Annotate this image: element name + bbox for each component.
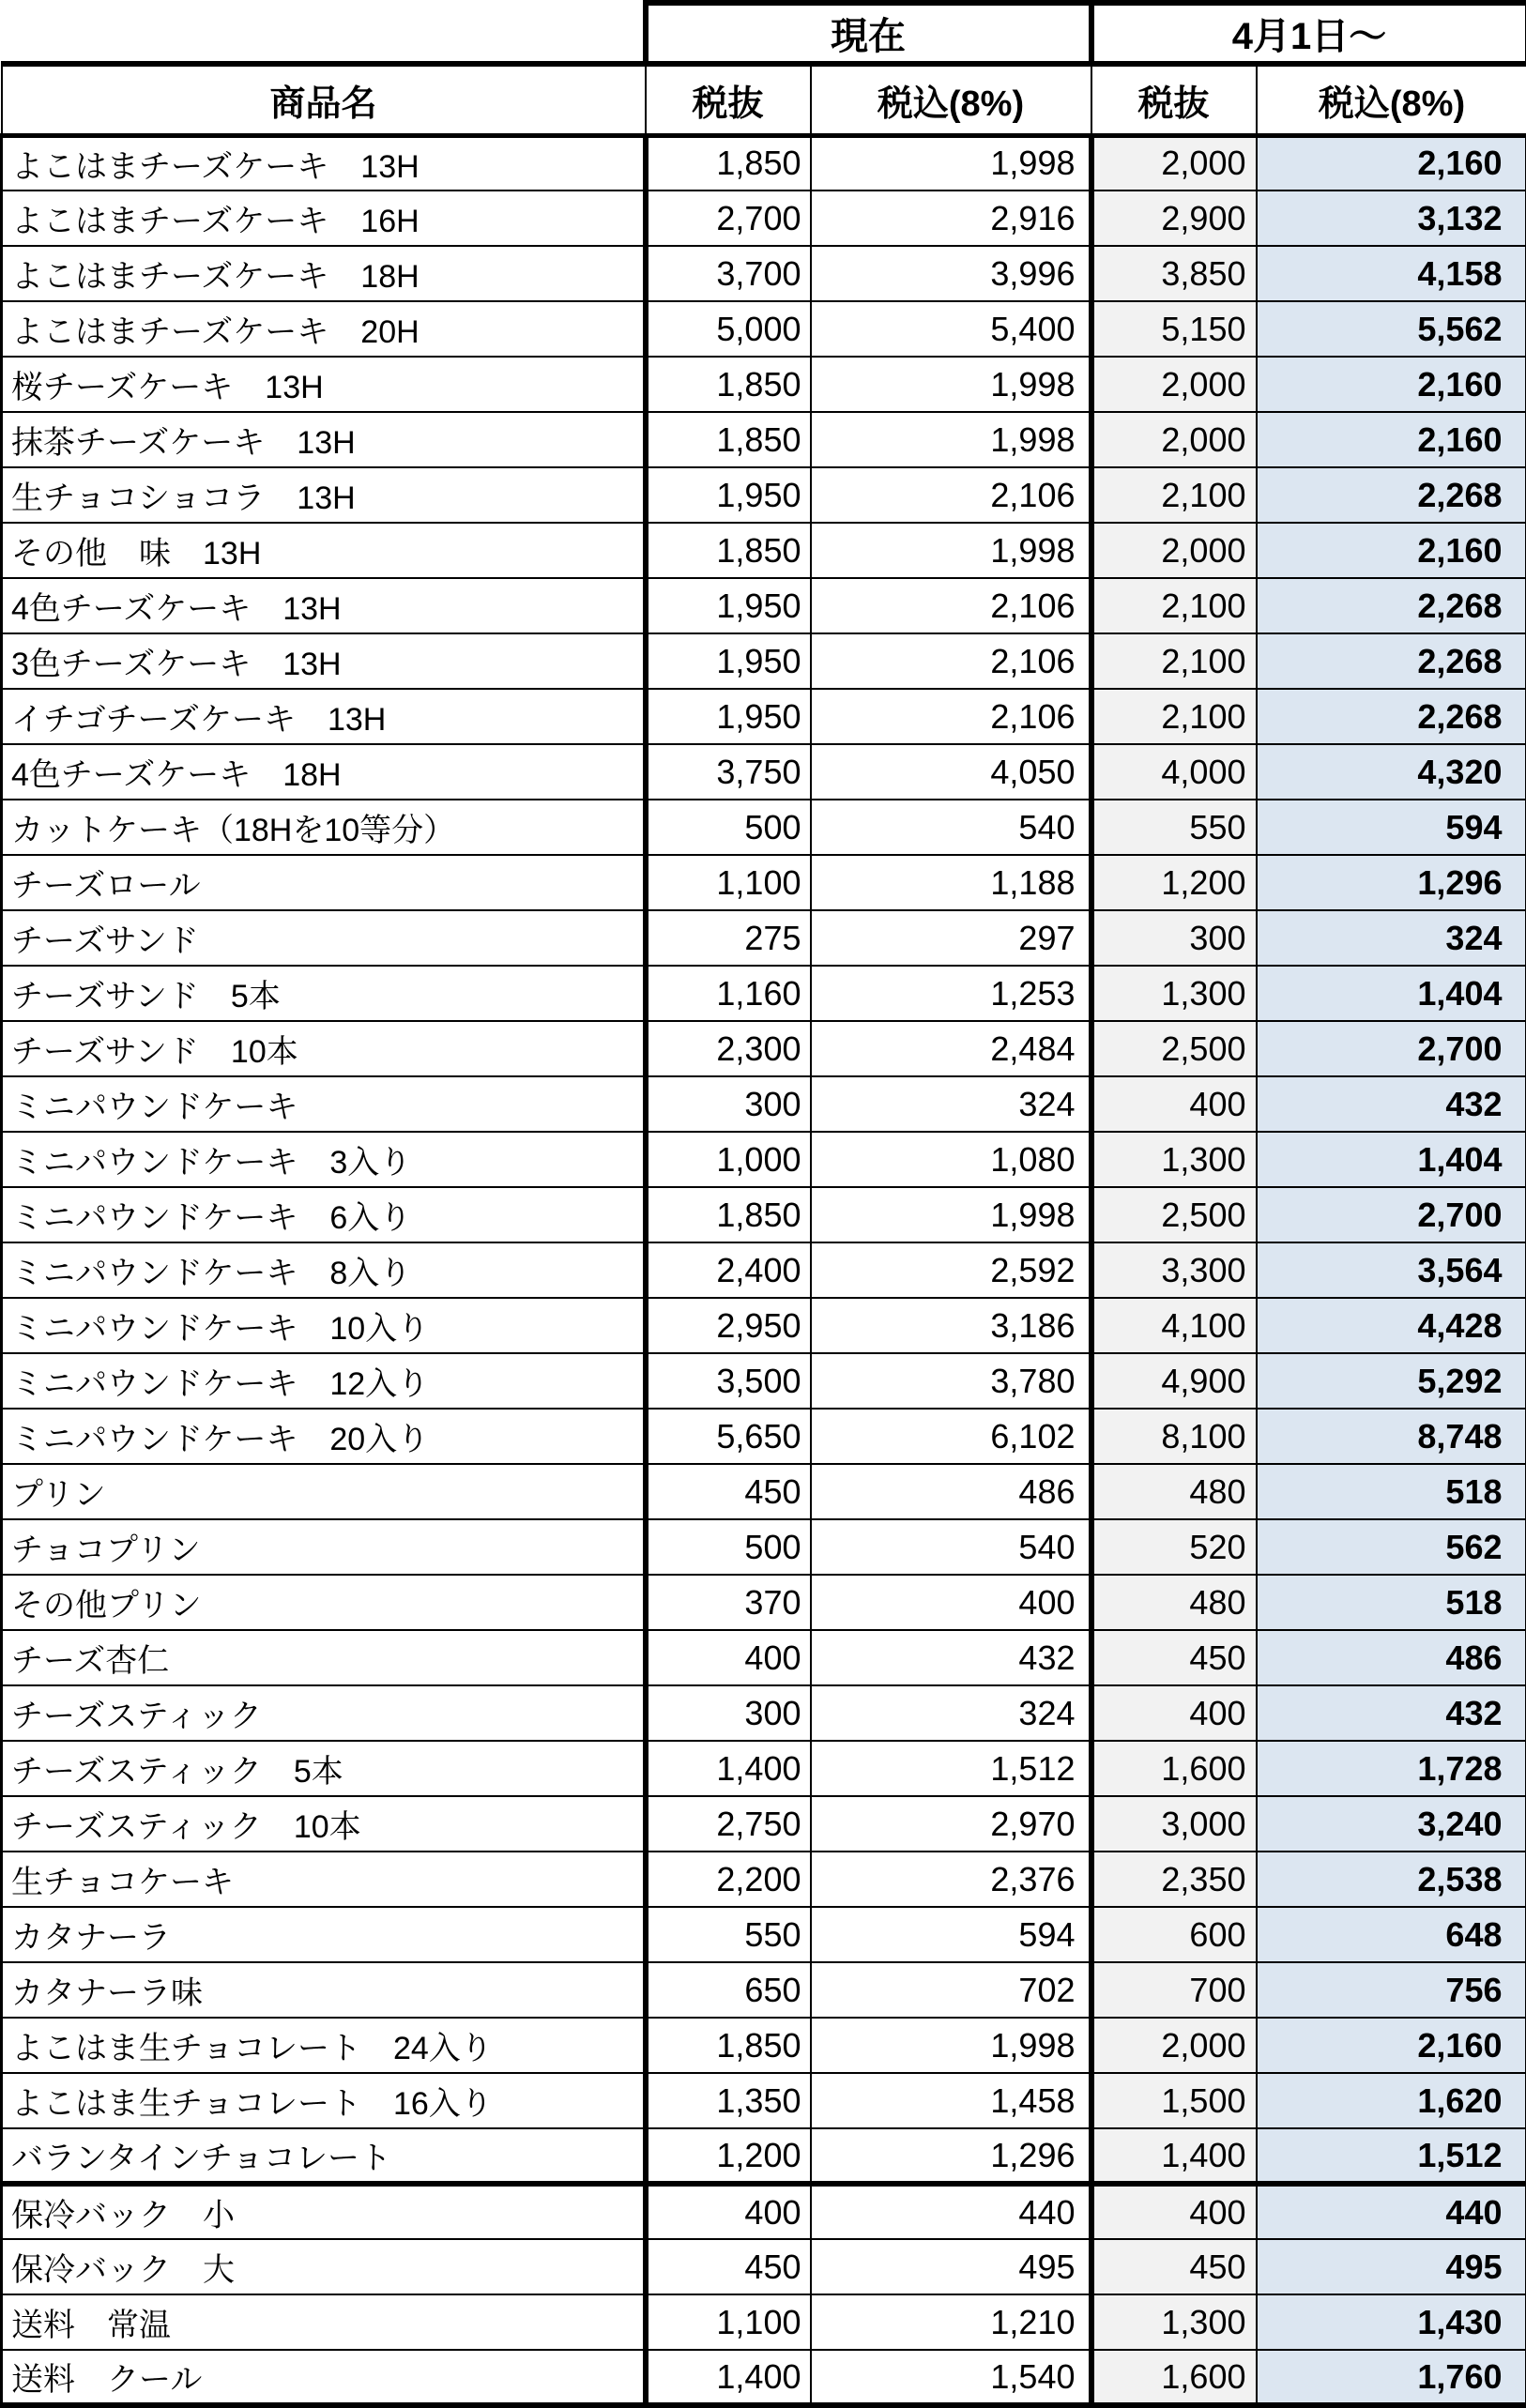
current-tax-excluded-cell: 2,400 [646, 1242, 811, 1298]
product-name-cell: バランタインチョコレート [2, 2128, 646, 2184]
product-name-cell: 生チョコケーキ [2, 1852, 646, 1907]
table-row [2, 800, 1526, 855]
april-tax-included-cell: 2,160 [1257, 523, 1526, 578]
product-name-cell: ミニパウンドケーキ 20入り [2, 1409, 646, 1464]
table-row [2, 1132, 1526, 1187]
current-tax-excluded-cell: 1,160 [646, 966, 811, 1021]
table-row [2, 1519, 1526, 1575]
current-tax-included-cell: 1,998 [811, 523, 1091, 578]
table-row [2, 744, 1526, 800]
product-name-cell: チーズサンド [2, 910, 646, 966]
current-tax-excluded-cell: 550 [646, 1907, 811, 1962]
april-tax-included-cell: 518 [1257, 1464, 1526, 1519]
current-tax-included-cell: 1,188 [811, 855, 1091, 910]
april-tax-excluded-cell: 2,100 [1091, 578, 1257, 633]
april-tax-included-cell: 8,748 [1257, 1409, 1526, 1464]
current-tax-included-cell: 1,540 [811, 2350, 1091, 2405]
table-row [2, 2128, 1526, 2184]
current-tax-included-cell: 2,376 [811, 1852, 1091, 1907]
april-tax-included-cell: 5,562 [1257, 301, 1526, 357]
current-tax-included-cell: 1,210 [811, 2294, 1091, 2350]
april-tax-included-cell: 518 [1257, 1575, 1526, 1630]
april-tax-excluded-cell: 1,600 [1091, 2350, 1257, 2405]
table-row [2, 1852, 1526, 1907]
april-tax-included-cell: 3,240 [1257, 1796, 1526, 1852]
current-tax-excluded-cell: 2,950 [646, 1298, 811, 1353]
current-tax-excluded-cell: 650 [646, 1962, 811, 2018]
april-tax-excluded-cell: 2,000 [1091, 357, 1257, 412]
product-name-cell: カットケーキ（18Hを10等分） [2, 800, 646, 855]
product-name-cell: チーズ杏仁 [2, 1630, 646, 1685]
april-tax-excluded-cell: 300 [1091, 910, 1257, 966]
table-row [2, 2184, 1526, 2239]
april-tax-excluded-cell: 2,350 [1091, 1852, 1257, 1907]
table-row [2, 689, 1526, 744]
april-tax-excluded-cell: 2,100 [1091, 467, 1257, 523]
april-tax-excluded-cell: 2,500 [1091, 1021, 1257, 1076]
current-tax-excluded-cell: 3,700 [646, 246, 811, 301]
april-tax-included-cell: 2,160 [1257, 2018, 1526, 2073]
april-tax-excluded-cell: 2,000 [1091, 2018, 1257, 2073]
header-current-tax-included: 税込(8%) [811, 64, 1091, 135]
current-tax-excluded-cell: 2,200 [646, 1852, 811, 1907]
april-tax-included-cell: 2,268 [1257, 689, 1526, 744]
current-tax-included-cell: 324 [811, 1685, 1091, 1741]
current-tax-excluded-cell: 1,950 [646, 633, 811, 689]
april-tax-included-cell: 486 [1257, 1630, 1526, 1685]
table-row [2, 910, 1526, 966]
current-tax-included-cell: 540 [811, 800, 1091, 855]
april-tax-included-cell: 324 [1257, 910, 1526, 966]
april-tax-excluded-cell: 2,000 [1091, 135, 1257, 191]
current-tax-excluded-cell: 1,850 [646, 1187, 811, 1242]
april-tax-excluded-cell: 1,400 [1091, 2128, 1257, 2184]
product-name-cell: よこはま生チョコレート 16入り [2, 2073, 646, 2128]
product-name-cell: ミニパウンドケーキ [2, 1076, 646, 1132]
current-tax-included-cell: 4,050 [811, 744, 1091, 800]
current-tax-included-cell: 1,998 [811, 357, 1091, 412]
product-name-cell: 送料 常温 [2, 2294, 646, 2350]
april-tax-excluded-cell: 5,150 [1091, 301, 1257, 357]
current-tax-excluded-cell: 275 [646, 910, 811, 966]
april-tax-included-cell: 4,428 [1257, 1298, 1526, 1353]
header-column-row [2, 64, 1526, 135]
product-name-cell: イチゴチーズケーキ 13H [2, 689, 646, 744]
current-tax-included-cell: 2,106 [811, 467, 1091, 523]
current-tax-included-cell: 3,996 [811, 246, 1091, 301]
header-product-name: 商品名 [2, 64, 646, 135]
current-tax-excluded-cell: 3,500 [646, 1353, 811, 1409]
april-tax-excluded-cell: 2,500 [1091, 1187, 1257, 1242]
current-tax-included-cell: 5,400 [811, 301, 1091, 357]
current-tax-excluded-cell: 370 [646, 1575, 811, 1630]
current-tax-excluded-cell: 5,000 [646, 301, 811, 357]
april-tax-excluded-cell: 480 [1091, 1575, 1257, 1630]
header-april-tax-excluded: 税抜 [1091, 64, 1257, 135]
current-tax-excluded-cell: 1,400 [646, 2350, 811, 2405]
april-tax-excluded-cell: 520 [1091, 1519, 1257, 1575]
april-tax-included-cell: 2,538 [1257, 1852, 1526, 1907]
april-tax-included-cell: 594 [1257, 800, 1526, 855]
april-tax-excluded-cell: 4,900 [1091, 1353, 1257, 1409]
table-row [2, 301, 1526, 357]
current-tax-included-cell: 486 [811, 1464, 1091, 1519]
table-row [2, 1187, 1526, 1242]
april-tax-included-cell: 495 [1257, 2239, 1526, 2294]
product-name-cell: 3色チーズケーキ 13H [2, 633, 646, 689]
april-tax-excluded-cell: 3,300 [1091, 1242, 1257, 1298]
table-header [2, 3, 1526, 135]
current-tax-excluded-cell: 500 [646, 800, 811, 855]
april-tax-excluded-cell: 600 [1091, 1907, 1257, 1962]
product-name-cell: 4色チーズケーキ 13H [2, 578, 646, 633]
april-tax-included-cell: 2,700 [1257, 1021, 1526, 1076]
current-tax-excluded-cell: 1,850 [646, 412, 811, 467]
april-tax-included-cell: 756 [1257, 1962, 1526, 2018]
april-tax-included-cell: 2,268 [1257, 467, 1526, 523]
table-row [2, 2294, 1526, 2350]
current-tax-excluded-cell: 1,850 [646, 2018, 811, 2073]
current-tax-included-cell: 1,458 [811, 2073, 1091, 2128]
header-april-tax-included: 税込(8%) [1257, 64, 1526, 135]
april-tax-included-cell: 5,292 [1257, 1353, 1526, 1409]
header-corner-blank [2, 3, 646, 64]
product-name-cell: 桜チーズケーキ 13H [2, 357, 646, 412]
april-tax-included-cell: 1,296 [1257, 855, 1526, 910]
product-name-cell: 保冷バック 小 [2, 2184, 646, 2239]
april-tax-excluded-cell: 4,100 [1091, 1298, 1257, 1353]
april-tax-included-cell: 4,158 [1257, 246, 1526, 301]
table-row [2, 1962, 1526, 2018]
current-tax-included-cell: 3,186 [811, 1298, 1091, 1353]
current-tax-included-cell: 1,080 [811, 1132, 1091, 1187]
april-tax-included-cell: 2,160 [1257, 135, 1526, 191]
current-tax-included-cell: 540 [811, 1519, 1091, 1575]
table-row [2, 2239, 1526, 2294]
product-name-cell: チーズロール [2, 855, 646, 910]
current-tax-excluded-cell: 450 [646, 1464, 811, 1519]
current-tax-excluded-cell: 400 [646, 2184, 811, 2239]
current-tax-included-cell: 2,592 [811, 1242, 1091, 1298]
april-tax-included-cell: 4,320 [1257, 744, 1526, 800]
product-name-cell: その他プリン [2, 1575, 646, 1630]
current-tax-excluded-cell: 2,700 [646, 191, 811, 246]
header-april-group: 4月1日～ [1091, 3, 1526, 64]
april-tax-included-cell: 2,268 [1257, 633, 1526, 689]
product-name-cell: カタナーラ [2, 1907, 646, 1962]
product-name-cell: ミニパウンドケーキ 10入り [2, 1298, 646, 1353]
table-row [2, 1575, 1526, 1630]
current-tax-excluded-cell: 1,200 [646, 2128, 811, 2184]
current-tax-included-cell: 3,780 [811, 1353, 1091, 1409]
april-tax-excluded-cell: 8,100 [1091, 1409, 1257, 1464]
product-name-cell: プリン [2, 1464, 646, 1519]
table-row [2, 1685, 1526, 1741]
april-tax-excluded-cell: 2,100 [1091, 633, 1257, 689]
current-tax-included-cell: 702 [811, 1962, 1091, 2018]
april-tax-excluded-cell: 3,000 [1091, 1796, 1257, 1852]
current-tax-excluded-cell: 1,400 [646, 1741, 811, 1796]
table-row [2, 523, 1526, 578]
table-row [2, 1242, 1526, 1298]
product-name-cell: よこはまチーズケーキ 20H [2, 301, 646, 357]
current-tax-included-cell: 1,253 [811, 966, 1091, 1021]
product-name-cell: 4色チーズケーキ 18H [2, 744, 646, 800]
product-name-cell: 抹茶チーズケーキ 13H [2, 412, 646, 467]
current-tax-included-cell: 1,998 [811, 412, 1091, 467]
current-tax-included-cell: 495 [811, 2239, 1091, 2294]
table-body [2, 135, 1526, 2405]
table-row [2, 1796, 1526, 1852]
current-tax-included-cell: 6,102 [811, 1409, 1091, 1464]
current-tax-included-cell: 440 [811, 2184, 1091, 2239]
april-tax-excluded-cell: 3,850 [1091, 246, 1257, 301]
table-row [2, 2350, 1526, 2405]
april-tax-included-cell: 1,404 [1257, 966, 1526, 1021]
product-name-cell: チーズスティック 5本 [2, 1741, 646, 1796]
product-name-cell: ミニパウンドケーキ 6入り [2, 1187, 646, 1242]
table-row [2, 966, 1526, 1021]
current-tax-included-cell: 2,970 [811, 1796, 1091, 1852]
current-tax-included-cell: 297 [811, 910, 1091, 966]
product-name-cell: チーズサンド 10本 [2, 1021, 646, 1076]
table-row [2, 357, 1526, 412]
april-tax-included-cell: 2,268 [1257, 578, 1526, 633]
product-name-cell: よこはまチーズケーキ 13H [2, 135, 646, 191]
current-tax-excluded-cell: 1,850 [646, 135, 811, 191]
april-tax-included-cell: 1,404 [1257, 1132, 1526, 1187]
april-tax-excluded-cell: 4,000 [1091, 744, 1257, 800]
current-tax-included-cell: 1,998 [811, 135, 1091, 191]
header-group-row [2, 3, 1526, 64]
current-tax-included-cell: 1,998 [811, 2018, 1091, 2073]
product-name-cell: 生チョコショコラ 13H [2, 467, 646, 523]
april-tax-included-cell: 1,430 [1257, 2294, 1526, 2350]
table-row [2, 1076, 1526, 1132]
current-tax-excluded-cell: 300 [646, 1076, 811, 1132]
current-tax-excluded-cell: 1,850 [646, 523, 811, 578]
april-tax-excluded-cell: 1,200 [1091, 855, 1257, 910]
table-row [2, 1353, 1526, 1409]
current-tax-excluded-cell: 1,950 [646, 689, 811, 744]
april-tax-excluded-cell: 1,500 [1091, 2073, 1257, 2128]
current-tax-excluded-cell: 3,750 [646, 744, 811, 800]
april-tax-excluded-cell: 550 [1091, 800, 1257, 855]
current-tax-excluded-cell: 500 [646, 1519, 811, 1575]
april-tax-excluded-cell: 2,100 [1091, 689, 1257, 744]
product-name-cell: よこはまチーズケーキ 18H [2, 246, 646, 301]
april-tax-included-cell: 432 [1257, 1685, 1526, 1741]
header-current-group: 現在 [646, 3, 1091, 64]
april-tax-excluded-cell: 1,300 [1091, 1132, 1257, 1187]
april-tax-excluded-cell: 2,900 [1091, 191, 1257, 246]
table-row [2, 412, 1526, 467]
april-tax-excluded-cell: 2,000 [1091, 523, 1257, 578]
table-row [2, 1298, 1526, 1353]
current-tax-included-cell: 432 [811, 1630, 1091, 1685]
table-row [2, 2073, 1526, 2128]
table-row [2, 246, 1526, 301]
april-tax-included-cell: 2,160 [1257, 412, 1526, 467]
current-tax-excluded-cell: 450 [646, 2239, 811, 2294]
current-tax-included-cell: 2,916 [811, 191, 1091, 246]
product-name-cell: チョコプリン [2, 1519, 646, 1575]
april-tax-included-cell: 1,760 [1257, 2350, 1526, 2405]
april-tax-excluded-cell: 700 [1091, 1962, 1257, 2018]
april-tax-excluded-cell: 450 [1091, 2239, 1257, 2294]
current-tax-excluded-cell: 1,950 [646, 578, 811, 633]
current-tax-included-cell: 2,484 [811, 1021, 1091, 1076]
product-name-cell: チーズサンド 5本 [2, 966, 646, 1021]
product-name-cell: チーズスティック 10本 [2, 1796, 646, 1852]
current-tax-included-cell: 2,106 [811, 578, 1091, 633]
april-tax-included-cell: 1,512 [1257, 2128, 1526, 2184]
table-row [2, 467, 1526, 523]
current-tax-excluded-cell: 300 [646, 1685, 811, 1741]
april-tax-excluded-cell: 480 [1091, 1464, 1257, 1519]
april-tax-included-cell: 1,620 [1257, 2073, 1526, 2128]
current-tax-included-cell: 1,512 [811, 1741, 1091, 1796]
april-tax-excluded-cell: 1,600 [1091, 1741, 1257, 1796]
product-name-cell: チーズスティック [2, 1685, 646, 1741]
table-row [2, 1907, 1526, 1962]
april-tax-excluded-cell: 400 [1091, 2184, 1257, 2239]
product-name-cell: ミニパウンドケーキ 3入り [2, 1132, 646, 1187]
current-tax-included-cell: 324 [811, 1076, 1091, 1132]
current-tax-included-cell: 1,998 [811, 1187, 1091, 1242]
product-name-cell: カタナーラ味 [2, 1962, 646, 2018]
table-row [2, 1464, 1526, 1519]
table-row [2, 1741, 1526, 1796]
april-tax-excluded-cell: 400 [1091, 1076, 1257, 1132]
table-row [2, 2018, 1526, 2073]
april-tax-included-cell: 440 [1257, 2184, 1526, 2239]
current-tax-excluded-cell: 1,100 [646, 855, 811, 910]
current-tax-excluded-cell: 1,850 [646, 357, 811, 412]
current-tax-included-cell: 1,296 [811, 2128, 1091, 2184]
current-tax-excluded-cell: 2,750 [646, 1796, 811, 1852]
product-name-cell: 保冷バック 大 [2, 2239, 646, 2294]
april-tax-excluded-cell: 2,000 [1091, 412, 1257, 467]
table-row [2, 191, 1526, 246]
april-tax-excluded-cell: 400 [1091, 1685, 1257, 1741]
april-tax-included-cell: 2,700 [1257, 1187, 1526, 1242]
current-tax-excluded-cell: 5,650 [646, 1409, 811, 1464]
header-current-tax-excluded: 税抜 [646, 64, 811, 135]
current-tax-included-cell: 2,106 [811, 633, 1091, 689]
table-row [2, 855, 1526, 910]
april-tax-included-cell: 1,728 [1257, 1741, 1526, 1796]
current-tax-excluded-cell: 2,300 [646, 1021, 811, 1076]
current-tax-excluded-cell: 1,000 [646, 1132, 811, 1187]
current-tax-excluded-cell: 400 [646, 1630, 811, 1685]
current-tax-excluded-cell: 1,350 [646, 2073, 811, 2128]
current-tax-included-cell: 594 [811, 1907, 1091, 1962]
product-name-cell: よこはまチーズケーキ 16H [2, 191, 646, 246]
product-name-cell: 送料 クール [2, 2350, 646, 2405]
april-tax-included-cell: 562 [1257, 1519, 1526, 1575]
product-name-cell: ミニパウンドケーキ 8入り [2, 1242, 646, 1298]
april-tax-excluded-cell: 450 [1091, 1630, 1257, 1685]
april-tax-included-cell: 3,132 [1257, 191, 1526, 246]
product-name-cell: ミニパウンドケーキ 12入り [2, 1353, 646, 1409]
table-row [2, 1409, 1526, 1464]
current-tax-excluded-cell: 1,950 [646, 467, 811, 523]
april-tax-included-cell: 3,564 [1257, 1242, 1526, 1298]
april-tax-included-cell: 432 [1257, 1076, 1526, 1132]
table-row [2, 633, 1526, 689]
table-row [2, 135, 1526, 191]
april-tax-excluded-cell: 1,300 [1091, 2294, 1257, 2350]
table-row [2, 1630, 1526, 1685]
product-name-cell: その他 味 13H [2, 523, 646, 578]
current-tax-excluded-cell: 1,100 [646, 2294, 811, 2350]
current-tax-included-cell: 2,106 [811, 689, 1091, 744]
april-tax-included-cell: 2,160 [1257, 357, 1526, 412]
table-row [2, 1021, 1526, 1076]
current-tax-included-cell: 400 [811, 1575, 1091, 1630]
table-row [2, 578, 1526, 633]
product-name-cell: よこはま生チョコレート 24入り [2, 2018, 646, 2073]
april-tax-excluded-cell: 1,300 [1091, 966, 1257, 1021]
april-tax-included-cell: 648 [1257, 1907, 1526, 1962]
